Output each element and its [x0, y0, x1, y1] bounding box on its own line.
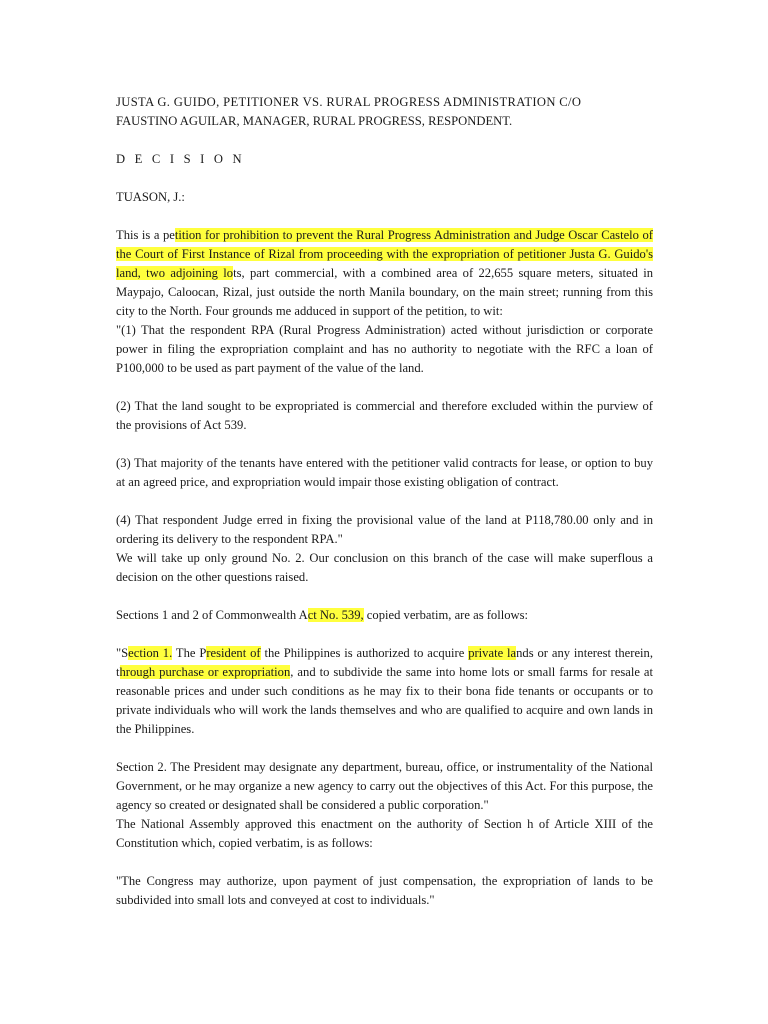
highlighted-text: private la — [468, 646, 517, 660]
sections-intro-paragraph — [116, 606, 653, 625]
intro-text-end: ts, part commercial, with a combined area of 22,655 square meters, situated in Maypajo, Caloocan, Rizal, just outside the north Manila boundary, on the main street; running from this city to the North. Four grounds me adduced in support of the petition, to wit: — [116, 266, 653, 318]
case-caption-line-1: JUSTA G. GUIDO, PETITIONER VS. RURAL PROGRESS ADMINISTRATION C/O — [116, 95, 582, 109]
document-page — [116, 93, 653, 910]
sections-intro-start: Sections 1 and 2 of Commonwealth A — [116, 608, 308, 622]
sections-intro-end: copied verbatim, are as follows: — [363, 608, 529, 622]
case-caption-line-2: FAUSTINO AGUILAR, MANAGER, RURAL PROGRESS, RESPONDENT. — [116, 114, 513, 128]
section-1-text: "S — [116, 646, 129, 660]
section-1-text: The P — [172, 646, 207, 660]
intro-paragraph — [116, 226, 653, 321]
highlighted-text: resident of — [206, 646, 261, 660]
highlighted-text: ct No. 539, — [307, 608, 364, 622]
highlighted-text: ection 1. — [128, 646, 173, 660]
ground-two-paragraph: We will take up only ground No. 2. Our conclusion on this branch of the case will make superflous a decision on the other questions raised. — [116, 551, 653, 584]
section-1-text: the Philippines is authorized to acquire — [260, 646, 469, 660]
ground-2: (2) That the land sought to be expropriated is commercial and therefore excluded within the purview of the provisions of Act 539. — [116, 399, 653, 432]
ground-3: (3) That majority of the tenants have entered with the petitioner valid contracts for lease, or option to buy at an agreed price, and expropriation would impair those existing obligation of contract. — [116, 456, 653, 489]
ponente: TUASON, J.: — [116, 190, 185, 204]
section-2-paragraph: Section 2. The President may designate any department, bureau, office, or instrumentality of the National Government, or he may organize a new agency to carry out the objectives of this Act. For this purpose, the agency so created or designated shall be considered a public corporation." — [116, 760, 653, 812]
section-1-text: , and to subdivide the same into home lots or small farms for resale at reasonable prices and under such conditions as he may fix to their bona fide tenants or occupants or to private individuals who will work the lands themselves and who are qualified to acquire and own lands in the Philippines. — [116, 665, 654, 736]
ground-1: "(1) That the respondent RPA (Rural Progress Administration) acted without jurisdiction or corporate power in filing the expropriation complaint and has no authority to negotiate with the RFC a loan of P100,000 to be used as part payment of the value of the land. — [116, 323, 653, 375]
section-1-text: nds or any interest therein, t — [116, 646, 653, 679]
highlighted-text: tition for prohibition to prevent the Rural Progress Administration and Judge Oscar Castelo of the Court of First Instance of Rizal from proceeding with the expropriation of petitioner Justa G. Guido's land, two adjoining lo — [116, 228, 653, 280]
national-assembly-paragraph: The National Assembly approved this enactment on the authority of Section h of Article XIII of the Constitution which, copied verbatim, is as follows: — [116, 817, 653, 850]
intro-text-start: This is a pe — [116, 228, 175, 242]
decision-heading: D E C I S I O N — [116, 152, 245, 166]
highlighted-text: hrough purchase or expropriation — [119, 665, 291, 679]
section-1-paragraph — [116, 644, 653, 739]
constitution-quote: "The Congress may authorize, upon payment of just compensation, the expropriation of lands to be subdivided into small lots and conveyed at cost to individuals." — [116, 874, 653, 907]
ground-4: (4) That respondent Judge erred in fixing the provisional value of the land at P118,780.00 only and in ordering its delivery to the respondent RPA." — [116, 513, 653, 546]
